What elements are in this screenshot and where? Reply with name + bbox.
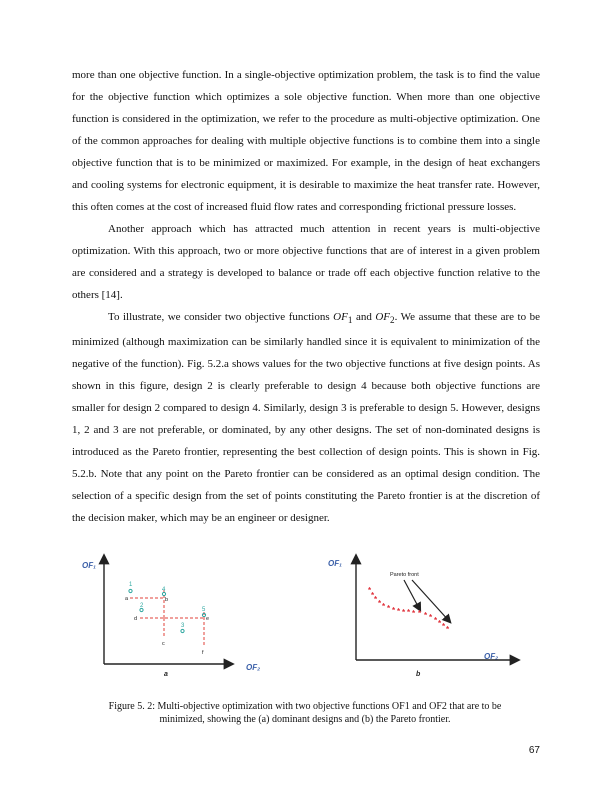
figure-a-x-axis-label: OF₂ [246,663,261,672]
design-point-2 [140,608,143,611]
figure-a [60,548,280,680]
of2-symbol: OF [375,311,391,323]
svg-text:*: * [392,606,396,615]
figure-b-x-axis-label: OF₂ [484,652,499,661]
svg-text:*: * [402,608,406,617]
letter-c: c [162,641,165,647]
figure-a-panel-label: a [164,671,168,678]
body-text [72,64,540,529]
svg-text:*: * [442,622,446,631]
figure-a-design-points [129,582,206,633]
letter-f: f [202,650,204,656]
pareto-arrow-1 [404,580,420,610]
svg-text:*: * [407,608,411,617]
design-point-5-number: 5 [202,607,206,613]
svg-text:*: * [446,625,450,634]
page-number: 67 [528,745,540,756]
paragraph-3-rest: . We assume that these are to be minimized (although maximization can be similarly handled since it is equivalent to minimization of the negative of the function). Fig. 5.2.a shows values for the two objective functions at five design points. As shown in this figure, design 2 is clearly preferable to design 4 because both objective functions are smaller for design 2 compared to design 4. Similarly, design 3 is preferable to design 5. However, designs 1, 2 and 3 are not preferable, or dominated, by any other designs. The set of non-dominated designs is introduced as the Pareto frontier, representing the best collection of design points. This is shown in Fig. 5.2.b. Note that any point on the Pareto frontier can be considered as an optimal design condition. The selection of a specific design from the set of points constituting the Pareto frontier is at the discretion of the decision maker, which may be an engineer or designer. [72,311,540,525]
paragraph-3 [72,306,540,529]
design-point-4-number: 4 [162,587,166,593]
figure-b [308,548,538,680]
of2-subscript: 2 [390,315,395,326]
of1-symbol: OF [333,311,348,323]
figure-5-2 [60,548,550,688]
svg-text:*: * [378,599,382,608]
design-point-2-number: 2 [140,603,144,609]
paragraph-1: more than one objective function. In a single-objective optimization problem, the task is to find the value for the objective function which optimizes a sole objective function. When more than one objective function is considered in the optimization, we refer to the procedure as multi-objective optimization. One of the common approaches for dealing with multiple objective functions is to combine them into a single objective function that is to be minimized or maximized. For example, in the design of heat exchangers and cooling systems for electronic equipment, it is desirable to maximize the heat transfer rate. However, this often comes at the cost of increased fluid flow rates and corresponding frictional pressure losses. [72,69,540,213]
svg-text:*: * [438,619,442,628]
design-point-1-number: 1 [129,582,133,588]
design-point-3-number: 3 [181,623,185,629]
paragraph-3-and: and [352,311,376,323]
figure-a-letters [125,596,209,656]
design-point-4 [162,592,165,595]
figure-caption [60,700,550,726]
design-point-1 [129,589,132,592]
letter-b: b [165,597,169,603]
figure-a-y-axis-label: OF₁ [82,561,96,570]
caption-line-2: minimized, showing the (a) dominant designs and (b) the Pareto frontier. [159,714,451,725]
figure-b-y-axis-label: OF₁ [328,559,342,568]
svg-text:*: * [387,604,391,613]
svg-text:*: * [374,595,378,604]
pareto-front-points [368,586,450,634]
svg-text:*: * [434,616,438,625]
svg-text:*: * [368,586,372,595]
design-point-3 [181,629,184,632]
paragraph-2: Another approach which has attracted much attention in recent years is multi-objective optimization. With this approach, two or more objective functions that are of interest in a given problem are considered and a strategy is developed to balance or trade off each objective function relative to the others [14]. [72,223,540,301]
svg-text:*: * [429,613,433,622]
paragraph-3-intro: To illustrate, we consider two objective functions [108,311,334,323]
svg-text:*: * [418,609,422,618]
svg-text:*: * [371,591,375,600]
figure-b-panel-label: b [416,671,421,678]
letter-a: a [125,596,129,602]
svg-text:*: * [397,607,401,616]
letter-e: e [206,616,210,622]
svg-text:*: * [424,611,428,620]
letter-d: d [134,616,138,622]
svg-text:*: * [412,609,416,618]
caption-line-1: Figure 5. 2: Multi-objective optimization with two objective functions OF1 and OF2 that are to be [108,701,502,712]
pareto-front-label: Pareto front [390,572,419,578]
of1-subscript: 1 [347,315,353,326]
svg-text:*: * [382,602,386,611]
